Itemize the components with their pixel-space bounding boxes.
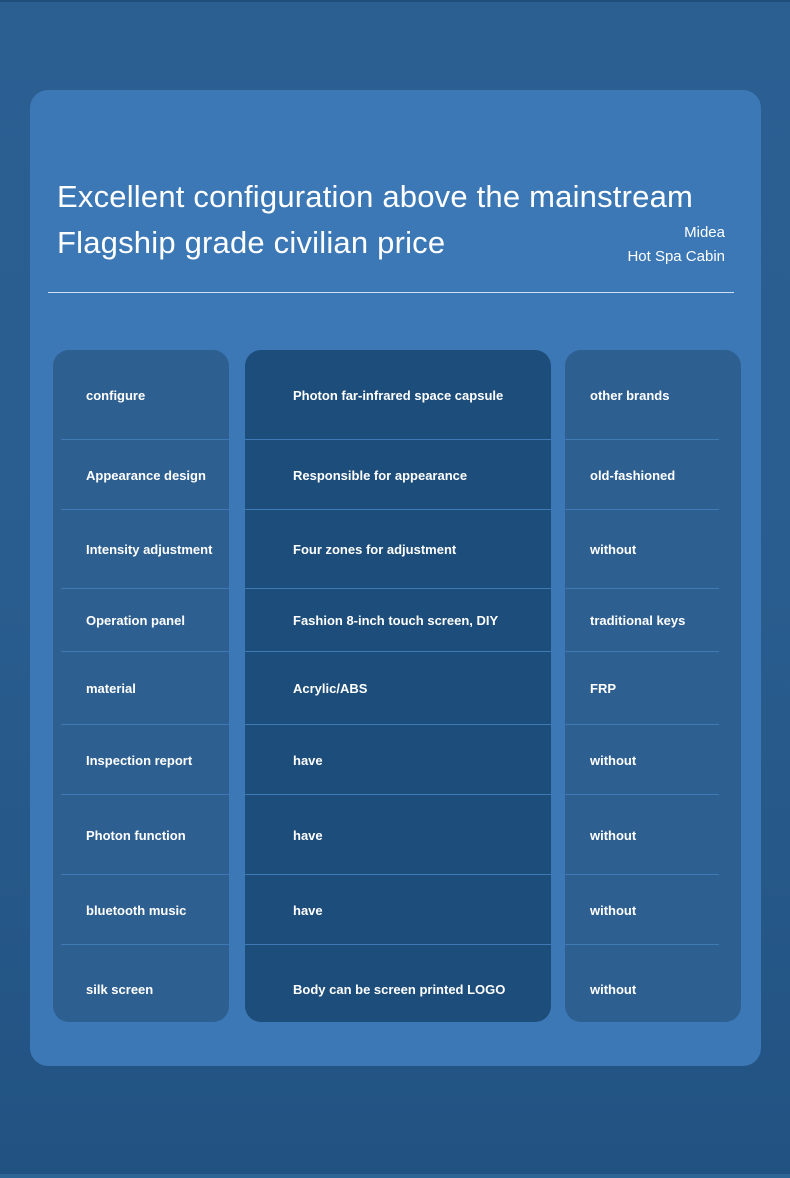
table-cell: Acrylic/ABS	[293, 680, 368, 696]
top-edge	[0, 0, 790, 2]
header-divider	[48, 292, 734, 293]
table-cell: without	[590, 541, 637, 557]
competitor-column	[565, 350, 741, 1022]
bottom-edge	[0, 1174, 790, 1178]
table-cell: Four zones for adjustment	[293, 541, 457, 557]
table-cell: Intensity adjustment	[86, 541, 213, 557]
table-cell: silk screen	[86, 981, 154, 997]
product-column	[245, 350, 551, 1022]
column-header: Photon far-infrared space capsule	[293, 387, 504, 403]
table-cell: Appearance design	[86, 467, 206, 483]
table-cell: without	[590, 827, 637, 843]
table-cell: have	[293, 752, 323, 768]
column-header: configure	[86, 387, 146, 403]
table-cell: have	[293, 902, 323, 918]
table-cell: Operation panel	[86, 612, 185, 628]
brand-name: Midea	[684, 224, 725, 241]
table-cell: Responsible for appearance	[293, 467, 468, 483]
table-cell: without	[590, 752, 637, 768]
brand-label	[627, 221, 725, 269]
table-cell: bluetooth music	[86, 902, 187, 918]
feature-column	[53, 350, 229, 1022]
table-cell: have	[293, 827, 323, 843]
table-cell: Body can be screen printed LOGO	[293, 981, 506, 997]
comparison-card	[30, 90, 761, 1066]
table-cell: Fashion 8-inch touch screen, DIY	[293, 612, 499, 628]
table-cell: FRP	[590, 680, 616, 696]
table-cell: Inspection report	[86, 752, 193, 768]
table-cell: without	[590, 902, 637, 918]
headline-line-1: Excellent configuration above the mainstream	[57, 179, 694, 214]
table-cell: old-fashioned	[590, 467, 676, 483]
product-name: Hot Spa Cabin	[627, 248, 725, 265]
table-cell: material	[86, 680, 136, 696]
headline-line-2: Flagship grade civilian price	[57, 225, 446, 260]
table-cell: without	[590, 981, 637, 997]
table-cell: Photon function	[86, 827, 186, 843]
table-cell: traditional keys	[590, 612, 686, 628]
column-header: other brands	[590, 387, 670, 403]
